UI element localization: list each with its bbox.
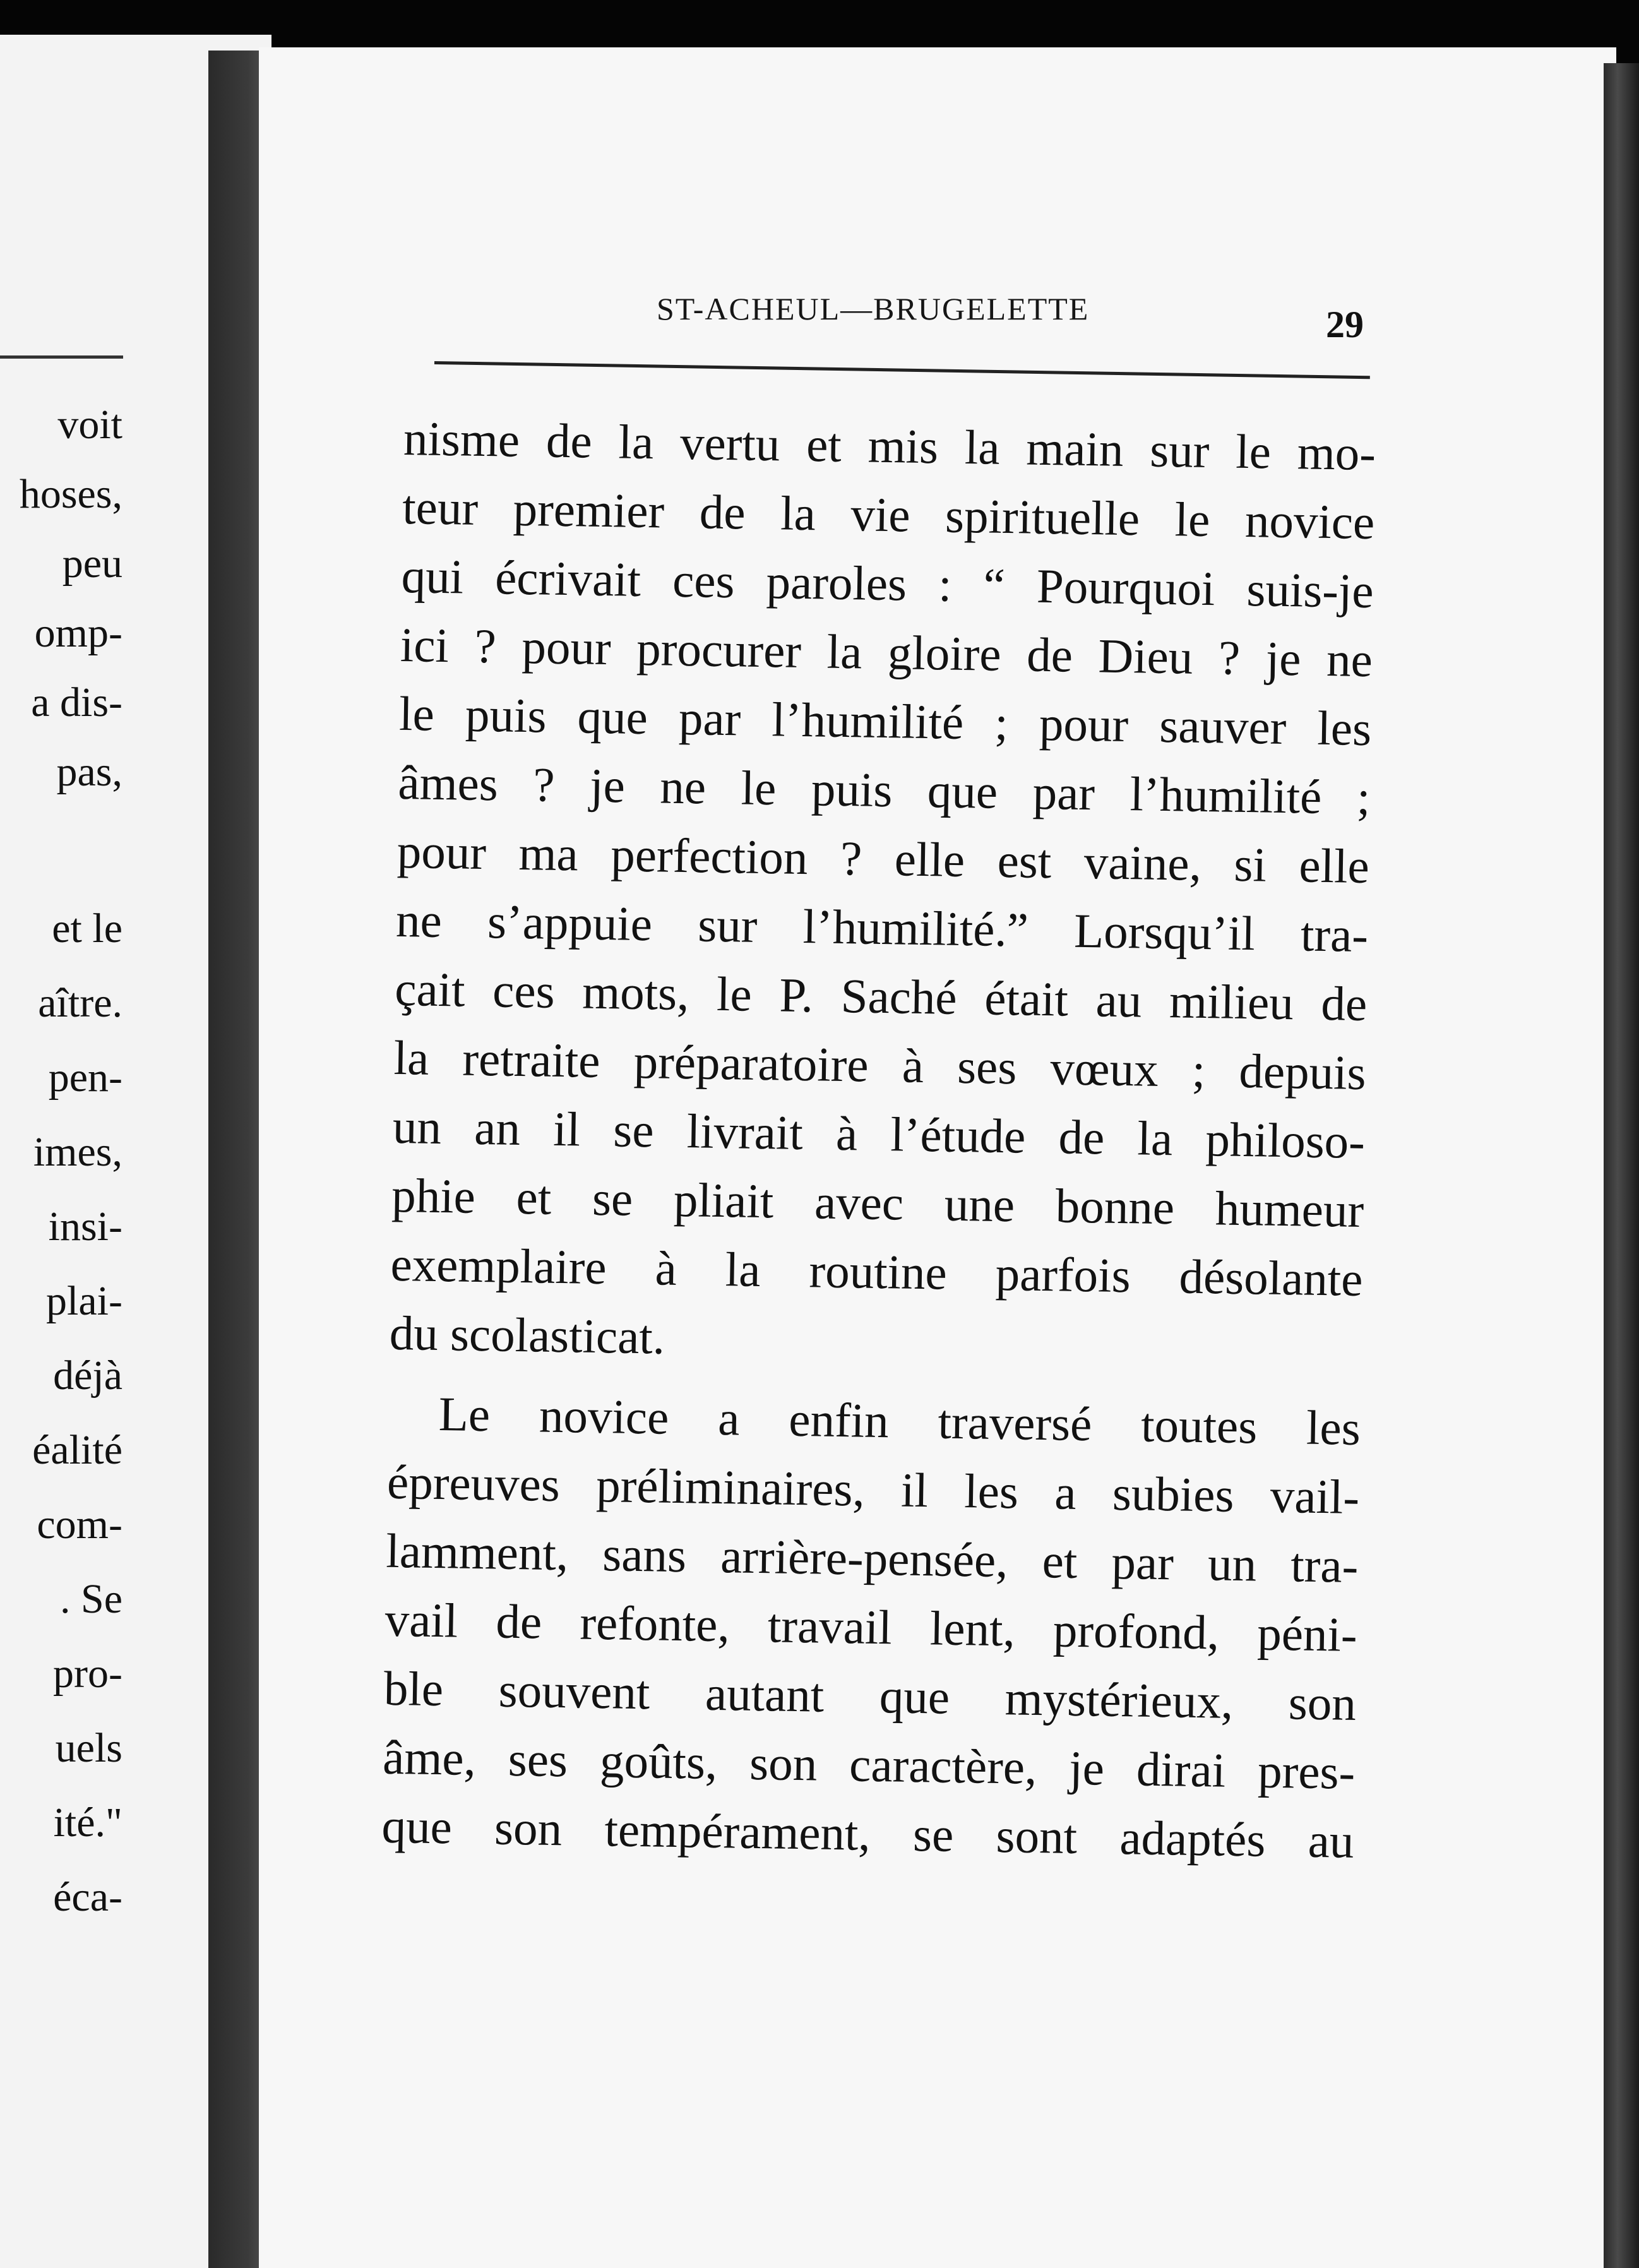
left-page-line: ité." xyxy=(53,1799,122,1846)
text-line: âme, ses goûts, son caractère, je dirai pres- xyxy=(382,1729,1356,1799)
left-page-line: peu xyxy=(62,540,122,587)
text-line: çait ces mots, le P. Saché était au milieu de xyxy=(394,961,1368,1032)
left-page-line: pro- xyxy=(53,1650,122,1697)
text-line: ne s’appuie sur l’humilité.” Lorsqu’il tra- xyxy=(395,892,1369,963)
left-page-line: éalité xyxy=(32,1427,122,1473)
body-text xyxy=(381,404,1376,1876)
paragraph-1 xyxy=(389,404,1376,1383)
left-page-line: pas, xyxy=(56,749,122,795)
text-line: un an il se livrait à l’étude de la philoso- xyxy=(392,1099,1366,1169)
text-line: âmes ? je ne le puis que par l’humilité ; xyxy=(397,755,1371,825)
text-line: la retraite préparatoire à ses vœux ; depuis xyxy=(393,1030,1367,1101)
text-line: du scolasticat. xyxy=(389,1305,665,1364)
paragraph-2 xyxy=(381,1379,1361,1876)
text-line: que son tempérament, se sont adaptés au xyxy=(381,1798,1355,1868)
text-line: le puis que par l’humilité ; pour sauver les xyxy=(398,686,1372,756)
text-line: lamment, sans arrière-pensée, et par un tra- xyxy=(385,1523,1359,1593)
left-page-line: voit xyxy=(57,402,122,448)
left-page-line: imes, xyxy=(33,1129,122,1175)
left-page-line: omp- xyxy=(34,610,122,656)
left-page-line: uels xyxy=(55,1725,122,1771)
left-page-line: . Se xyxy=(60,1576,122,1622)
left-page-line: éca- xyxy=(53,1874,122,1920)
text-line: pour ma perfection ? elle est vaine, si elle xyxy=(396,823,1370,894)
text-line: teur premier de la vie spirituelle le novice xyxy=(402,479,1375,550)
left-page-line: aître. xyxy=(38,980,122,1026)
left-page-line: insi- xyxy=(48,1203,122,1250)
running-header: ST-ACHEUL—BRUGELETTE xyxy=(657,291,1090,326)
text-line: Le novice a enfin traversé toutes les xyxy=(438,1387,1361,1455)
text-line: phie et se pliait avec une bonne humeur xyxy=(391,1167,1364,1238)
page-number: 29 xyxy=(1326,304,1364,345)
text-line: épreuves préliminaires, il les a subies vail- xyxy=(386,1454,1360,1524)
left-page-line: pen- xyxy=(48,1054,122,1101)
left-page-line: hoses, xyxy=(19,471,122,517)
text-line: exemplaire à la routine parfois désolante xyxy=(390,1236,1364,1307)
left-header-rule xyxy=(0,355,123,359)
text-line: qui écrivait ces paroles : “ Pourquoi suis-je xyxy=(401,548,1374,619)
left-page-line: déjà xyxy=(53,1352,122,1399)
right-page-edge xyxy=(1604,63,1639,2268)
left-page-line: plai- xyxy=(46,1278,122,1324)
left-page-line: com- xyxy=(37,1501,122,1548)
text-line: vail de refonte, travail lent, profond, péni- xyxy=(384,1592,1358,1662)
text-line: nisme de la vertu et mis la main sur le mo- xyxy=(403,410,1376,481)
text-line: ble souvent autant que mystérieux, son xyxy=(383,1661,1357,1731)
left-page-line: a dis- xyxy=(31,679,122,725)
left-page-line: et le xyxy=(52,905,122,952)
text-line: ici ? pour procurer la gloire de Dieu ? je ne xyxy=(400,617,1373,688)
